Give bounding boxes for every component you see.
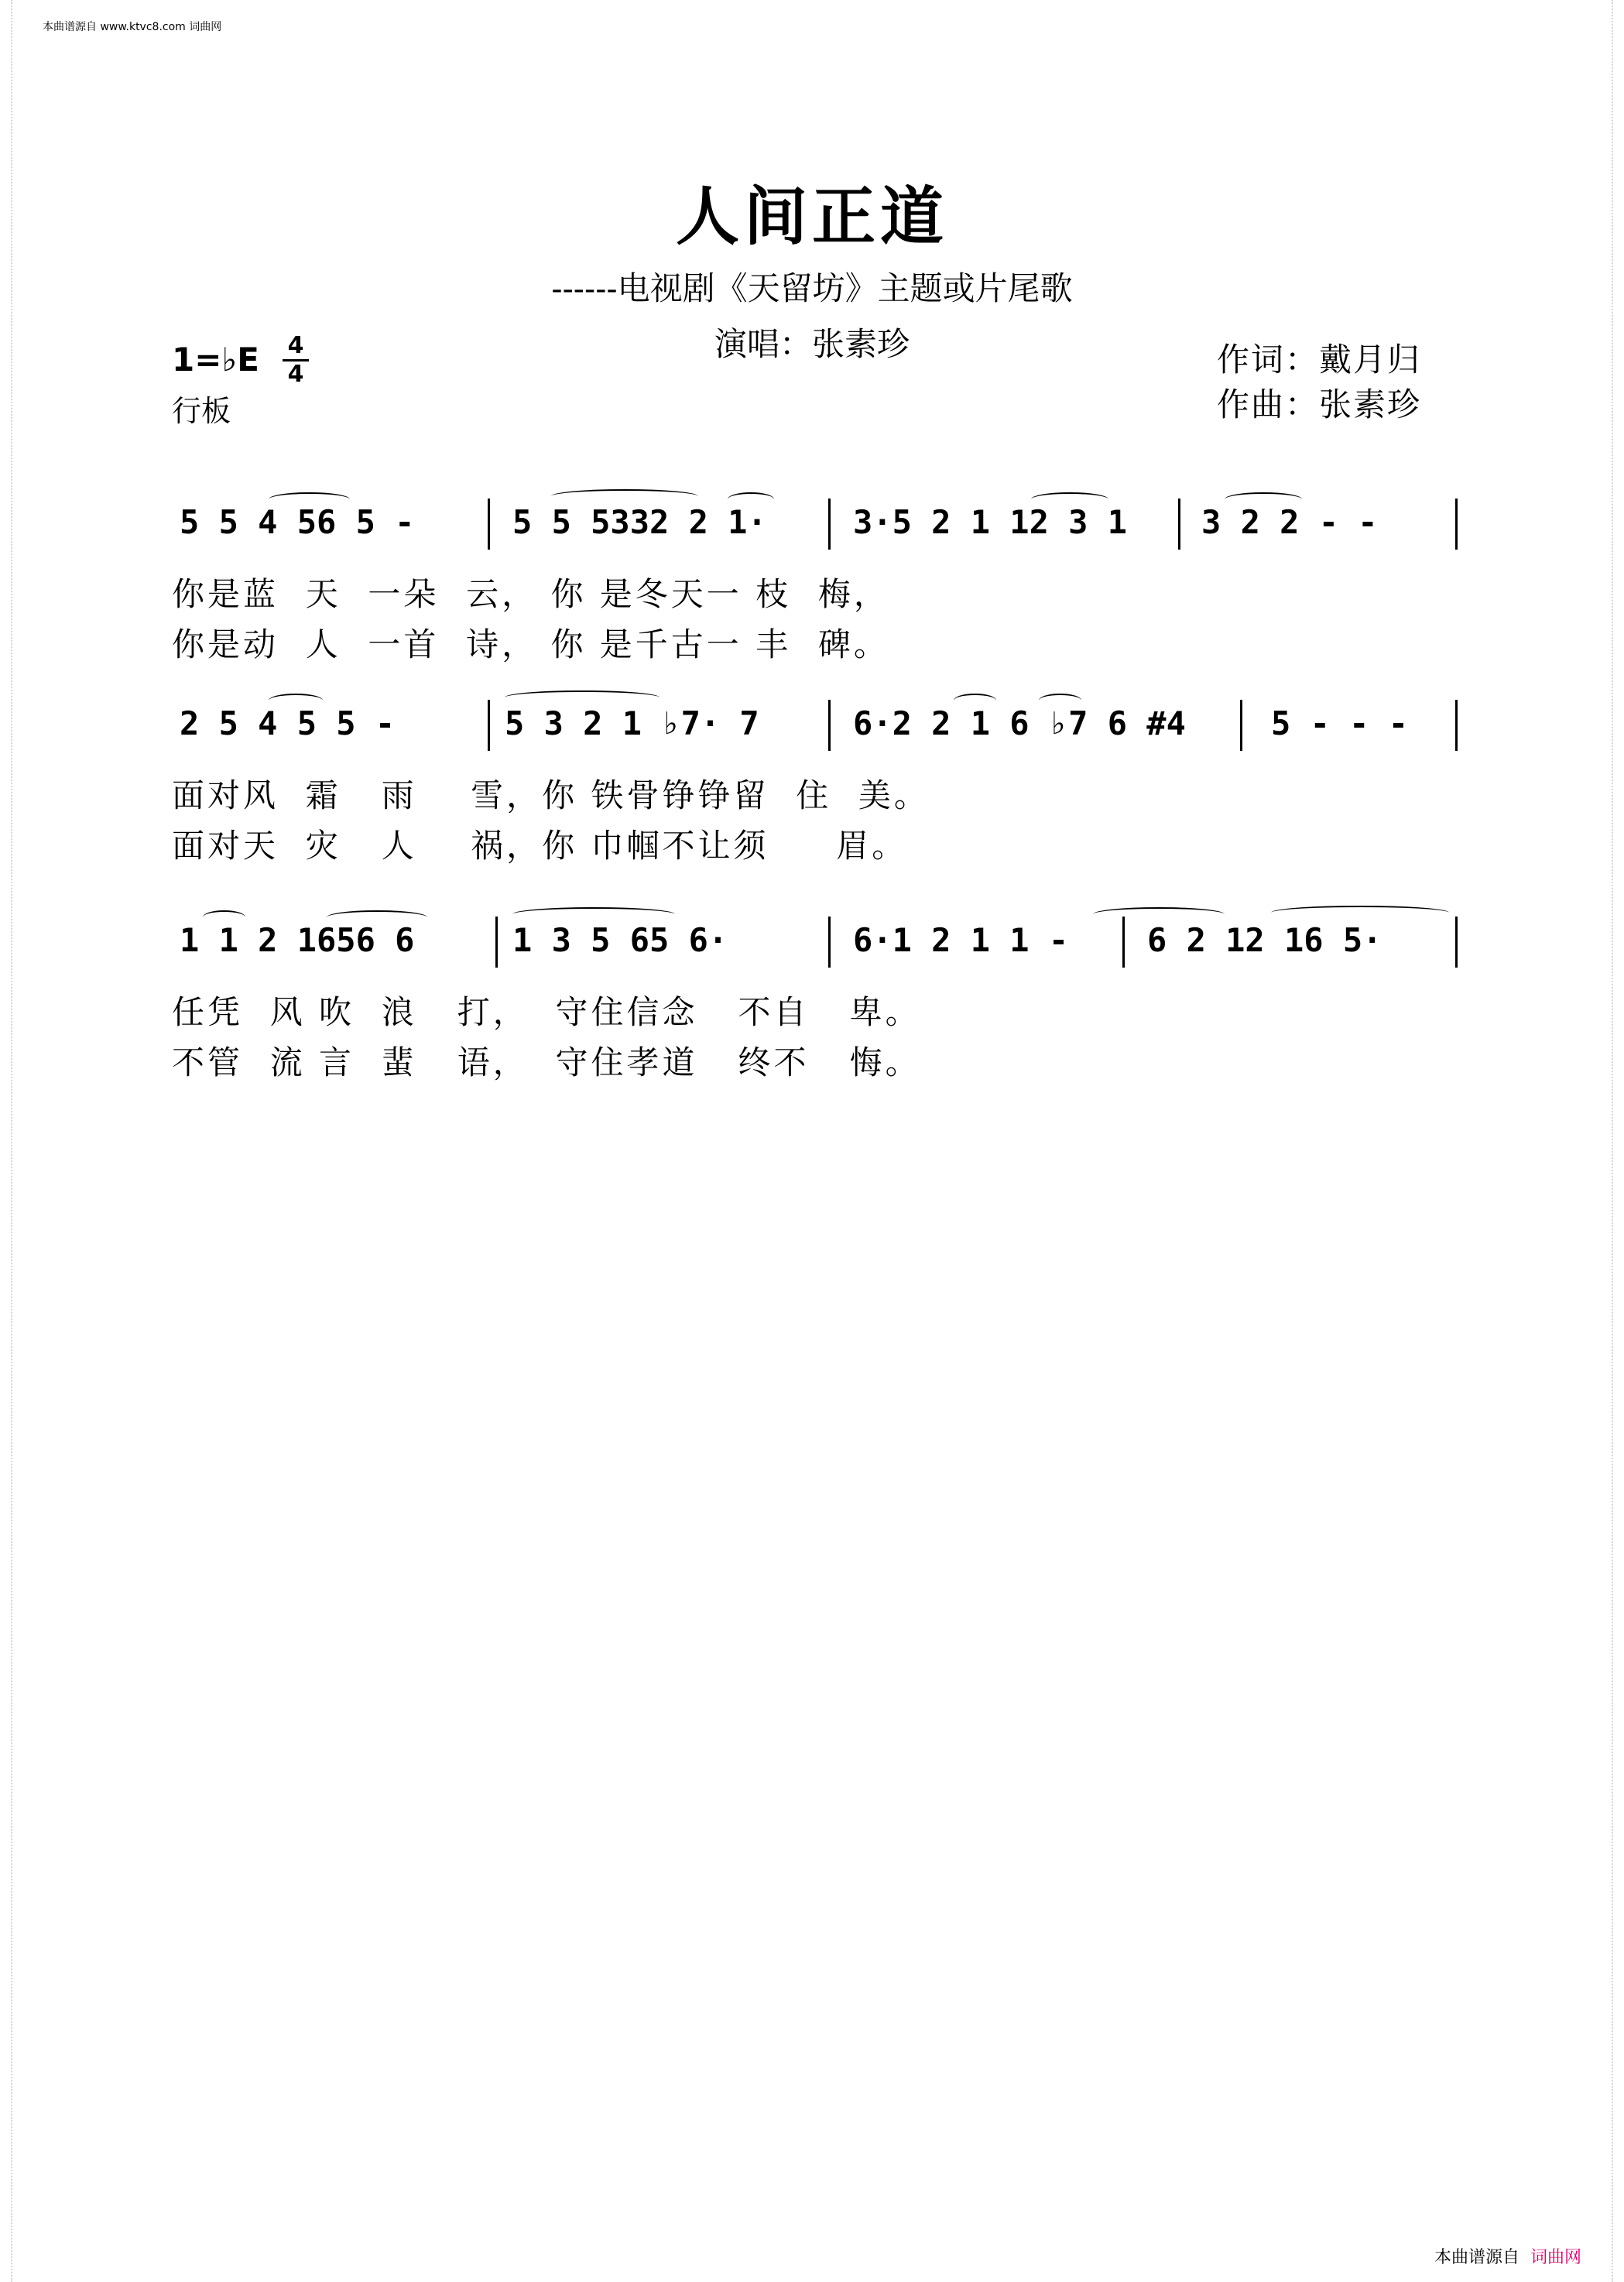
meter-top: 4 (287, 332, 304, 359)
tempo-marking: 行板 (172, 394, 231, 428)
measure-4: 3 2 2 - - (1201, 503, 1378, 541)
site-brand: 词曲网 (1530, 2248, 1581, 2267)
barline (1455, 917, 1458, 968)
composer-credit: 作曲：张素珍 (1217, 385, 1422, 423)
barline (1178, 499, 1180, 550)
lyrics-verse-1: 你是蓝 天 一朵 云， 你 是冬天一 枝 梅， (172, 575, 889, 613)
measure-10: 1 3 5 65 6· (512, 921, 728, 959)
measure-12: 6 2 12 16 5· (1147, 921, 1382, 959)
barline (828, 917, 831, 968)
measure-7: 6·2 2 1 6 ♭7 6 #4 (853, 704, 1186, 742)
song-subtitle: ------电视剧《天留坊》主题或片尾歌 (551, 269, 1073, 307)
measure-11: 6·1 2 1 1 - (853, 921, 1069, 959)
barline (495, 917, 498, 968)
barline (1122, 917, 1125, 968)
measure-1: 5 5 4 56 5 - (180, 503, 415, 541)
lyrics-verse-2: 面对天 灾 人 祸，你 巾帼不让须 眉。 (172, 827, 908, 865)
song-title: 人间正道 (675, 180, 948, 254)
measure-5: 2 5 4 5 5 - (180, 704, 396, 742)
source-watermark-bottom (1434, 2244, 1581, 2268)
lyricist-credit: 作词：戴月归 (1217, 341, 1422, 379)
measure-3: 3·5 2 1 12 3 1 (853, 503, 1128, 541)
time-signature (283, 333, 309, 388)
measure-9: 1 1 2 1656 6 (180, 921, 415, 959)
lyrics-verse-1: 面对风 霜 雨 雪，你 铁骨铮铮留 住 美。 (172, 776, 930, 814)
source-watermark-top: 本曲谱源自 www.ktvc8.com 词曲网 (43, 21, 222, 33)
barline (1455, 499, 1458, 550)
measure-6: 5 3 2 1 ♭7· 7 (505, 704, 759, 742)
source-label: 本曲谱源自 (1434, 2248, 1520, 2267)
barline (828, 499, 831, 550)
notation-line (172, 913, 1457, 975)
lyrics-verse-1: 任凭 风 吹 浪 打， 守住信念 不自 卑。 (172, 993, 921, 1031)
lyrics-verse-2: 你是动 人 一首 诗， 你 是千古一 丰 碑。 (172, 625, 889, 663)
measure-8: 5 - - - (1271, 704, 1409, 742)
measure-2: 5 5 5332 2 1· (512, 503, 767, 541)
barline (488, 499, 490, 550)
performer-credit: 演唱：张素珍 (714, 325, 910, 363)
notation-line (172, 697, 1457, 759)
barline (1240, 700, 1242, 751)
notation-line (172, 495, 1457, 557)
barline (828, 700, 831, 751)
barline (488, 700, 490, 751)
key-signature: 1=♭E (172, 341, 259, 379)
lyrics-verse-2: 不管 流 言 蜚 语， 守住孝道 终不 悔。 (172, 1043, 921, 1081)
meter-bottom: 4 (287, 361, 304, 388)
barline (1455, 700, 1458, 751)
